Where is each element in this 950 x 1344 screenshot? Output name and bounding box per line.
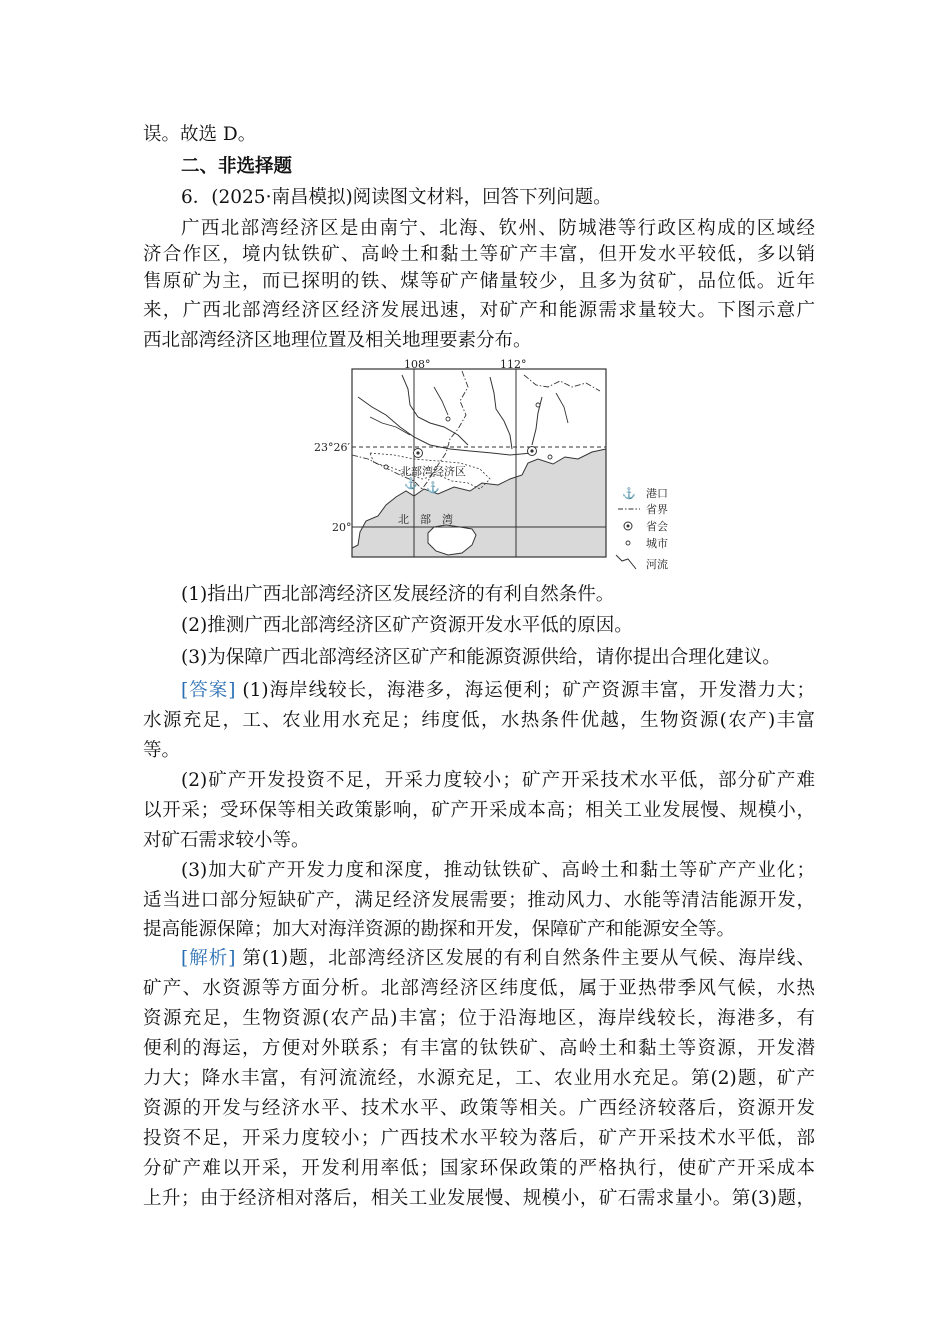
river <box>490 377 512 449</box>
answer-tag: [答案] <box>181 680 236 701</box>
answer-line <box>181 678 815 704</box>
province-border <box>524 375 600 391</box>
question-1: (1)指出广西北部湾经济区发展经济的有利自然条件。 <box>181 584 615 605</box>
analysis-line: 便利的海运，方便对外联系；有丰富的钛铁矿、高岭土和黏土等资源，开发潜 <box>143 1038 815 1059</box>
map-svg <box>310 357 690 575</box>
region-label: 北部湾经济区 <box>400 465 466 478</box>
material-paragraph: 西北部湾经济区地理位置及相关地理要素分布。 <box>143 330 532 351</box>
answer-line: 水源充足，工、农业用水充足；纬度低，水热条件优越，生物资源(农产)丰富 <box>143 710 815 731</box>
analysis-line: 上升；由于经济相对落后，相关工业发展慢、规模小，矿石需求量小。第(3)题， <box>143 1188 815 1209</box>
question-3: (3)为保障广西北部湾经济区矿产和能源资源供给，请你提出合理化建议。 <box>181 647 781 668</box>
legend-river-icon <box>616 555 636 569</box>
material-paragraph: 售原矿为主，而已探明的铁、煤等矿产储量较少，且多为贫矿，品位低。近年 <box>143 271 815 292</box>
analysis-line: 资源充足，生物资源(农产品)丰富；位于沿海地区，海岸线较长，海港多，有 <box>143 1008 815 1029</box>
material-paragraph: 济合作区，境内钛铁矿、高岭土和黏土等矿产丰富，但开发水平较低，多以销 <box>143 244 815 265</box>
question-2: (2)推测广西北部湾经济区矿产资源开发水平低的原因。 <box>181 615 633 636</box>
analysis-line: 投资不足，开采力度较小；广西技术水平较为落后，矿产开采技术水平低，部 <box>143 1128 815 1149</box>
analysis-line: 力大；降水丰富，有河流流经，水源充足，工、农业用水充足。第(2)题，矿产 <box>143 1068 815 1089</box>
map-legend <box>616 486 668 571</box>
city-symbol <box>384 465 388 469</box>
answer-text: (1)海岸线较长，海港多，海运便利；矿产资源丰富，开发潜力大； <box>235 680 815 701</box>
analysis-tag: [解析] <box>181 948 236 969</box>
answer-line: (2)矿产开发投资不足，开采力度较小；矿产开采技术水平低，部分矿产难 <box>181 770 815 791</box>
legend-port-icon: ⚓ <box>622 487 636 500</box>
city-symbol <box>536 403 540 407</box>
river <box>370 417 410 435</box>
answer-line: 提高能源保障；加大对海洋资源的勘探和开发，保障矿产和能源安全等。 <box>143 919 736 940</box>
section-heading: 二、非选择题 <box>181 156 293 177</box>
analysis-text: 第(1)题，北部湾经济区发展的有利自然条件主要从气候、海岸线、 <box>235 948 815 969</box>
legend-river-label: 河流 <box>646 558 668 571</box>
capital-symbol <box>414 449 423 458</box>
capital-symbol <box>528 447 537 456</box>
legend-capital-label: 省会 <box>646 520 668 533</box>
lat-20-label: 20° <box>332 521 352 534</box>
material-paragraph: 来，广西北部湾经济区经济发展迅速，对矿产和能源需求量较大。下图示意广 <box>143 300 815 321</box>
question-intro: 6．(2025·南昌模拟)阅读图文材料，回答下列问题。 <box>181 187 612 208</box>
river <box>556 393 568 423</box>
legend-port-label: 港口 <box>646 487 668 500</box>
river <box>402 375 468 445</box>
legend-city-icon <box>626 541 630 545</box>
beibu-gulf-map <box>310 357 690 575</box>
answer-line: 适当进口部分短缺矿产，满足经济发展需要；推动风力、水能等清洁能源开发， <box>143 890 815 911</box>
prev-answer-tail: 误。故选 D。 <box>143 124 257 145</box>
analysis-line: 资源的开发与经济水平、技术水平、政策等相关。广西经济较落后，资源开发 <box>143 1098 815 1119</box>
city-symbol <box>548 455 552 459</box>
lon-108-label: 108° <box>404 358 431 371</box>
legend-city-label: 城市 <box>646 537 668 550</box>
lon-112-label: 112° <box>500 358 527 371</box>
legend-capital-dot <box>627 525 630 528</box>
answer-line: 对矿石需求较小等。 <box>143 830 310 851</box>
analysis-line <box>181 946 815 972</box>
legend-border-label: 省界 <box>646 503 668 516</box>
port-symbol: ⚓ <box>426 481 440 494</box>
material-paragraph: 广西北部湾经济区是由南宁、北海、钦州、防城港等行政区构成的区域经 <box>181 218 815 239</box>
analysis-line: 分矿产难以开采，开发利用率低；国家环保政策的严格执行，使矿产开采成本 <box>143 1158 815 1179</box>
answer-line: 等。 <box>143 740 181 761</box>
river <box>434 387 448 415</box>
answer-line: 以开采；受环保等相关政策影响，矿产开采成本高；相关工业发展慢、规模小， <box>143 800 815 821</box>
lat-23-label: 23°26′ <box>314 441 350 454</box>
analysis-line: 矿产、水资源等方面分析。北部湾经济区纬度低，属于亚热带季风气候，水热 <box>143 978 815 999</box>
sea-area <box>352 449 606 557</box>
port-symbol: ⚓ <box>404 477 418 490</box>
answer-line: (3)加大矿产开发力度和深度，推动钛铁矿、高岭土和黏土等矿产产业化； <box>181 860 815 881</box>
sea-label: 北 部 湾 <box>398 513 453 526</box>
city-symbol <box>446 417 450 421</box>
